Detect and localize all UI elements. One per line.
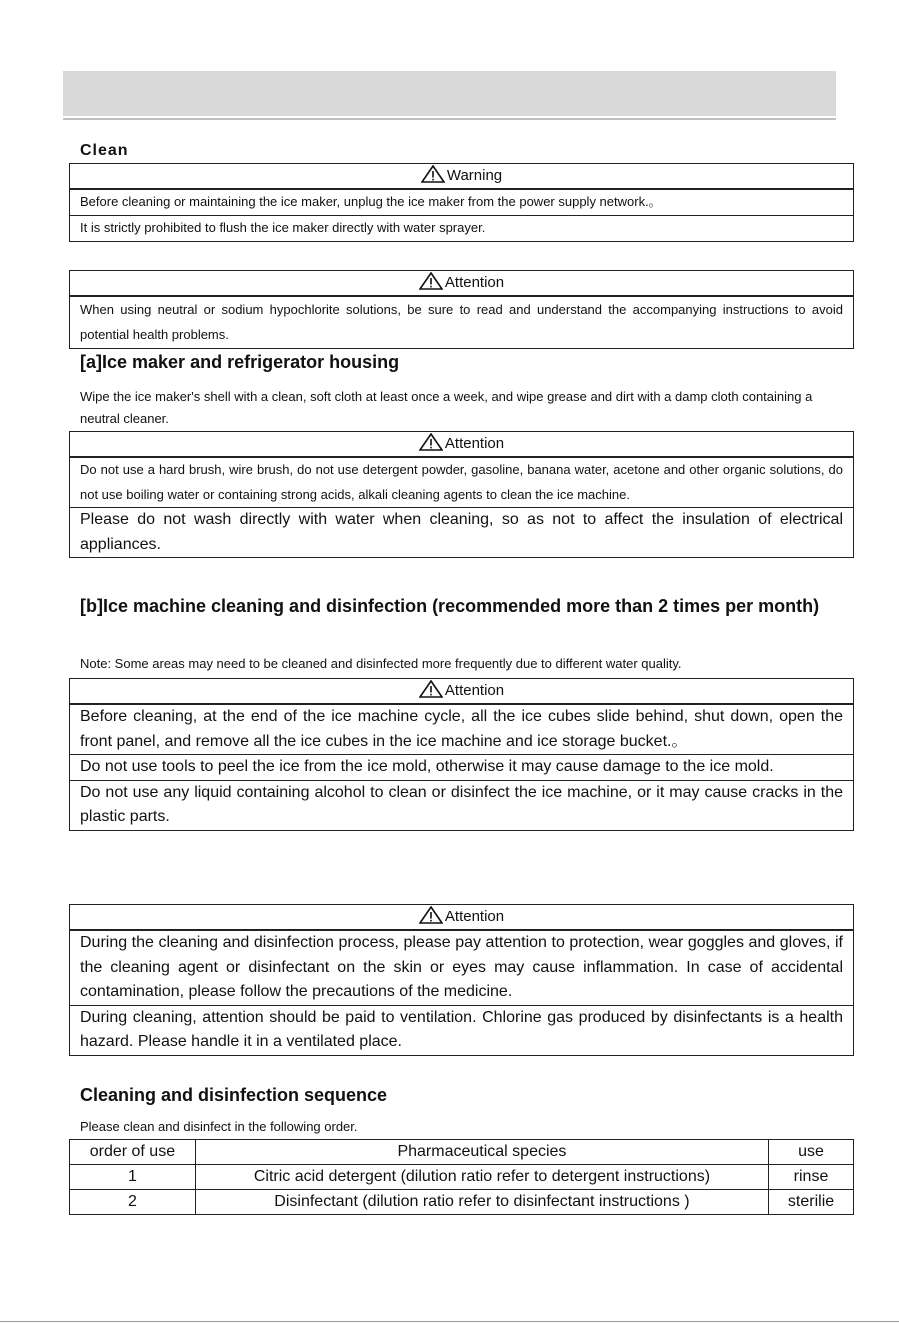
attention-box [69,678,854,831]
attention-box-title: Attention [70,271,853,296]
attention-box-title: Attention [70,679,853,704]
section-title: Clean [80,142,129,159]
warning-triangle-icon [419,680,443,698]
attention-row: During the cleaning and disinfection process, please pay attention to protection, wear goggles and gloves, if the cleaning agent or disinfectant on the skin or eyes may cause inflammation. In case of accidental contamination, please follow the precautions of the medicine. [70,930,853,1005]
table-row [70,1190,854,1215]
heading-a: [a]Ice maker and refrigerator housing [80,352,400,372]
heading-sequence: Cleaning and disinfection sequence [80,1085,388,1105]
header-divider [63,118,836,120]
warning-row: Before cleaning or maintaining the ice maker, unplug the ice maker from the power supply network.。 [70,189,853,215]
attention-box [69,431,854,558]
attention-box-title: Attention [70,432,853,457]
table-cell: 1 [70,1165,196,1190]
attention-row: When using neutral or sodium hypochlorite solutions, be sure to read and understand the accompanying instructions to avoid potential health problems. [70,296,853,348]
attention-row: During cleaning, attention should be paid to ventilation. Chlorine gas produced by disinfectants is a health hazard. Please handle it in a ventilated place. [70,1005,853,1055]
table-header-cell: use [769,1140,854,1165]
attention-row: Before cleaning, at the end of the ice machine cycle, all the ice cubes slide behind, shut down, open the front panel, and remove all the ice cubes in the ice machine and ice storage bucket.。 [70,704,853,754]
heading-b: [b]Ice machine cleaning and disinfection (recommended more than 2 times per month) [80,596,820,616]
table-header-cell: Pharmaceutical species [195,1140,768,1165]
table-cell: Citric acid detergent (dilution ratio refer to detergent instructions) [195,1165,768,1190]
attention-row: Do not use a hard brush, wire brush, do not use detergent powder, gasoline, banana water, acetone and other organic solutions, do not use boiling water or containing strong acids, alkali cleaning agents to clean the ice machine. [70,457,853,507]
table-header-cell: order of use [70,1140,196,1165]
header-bar [63,71,836,116]
table-row [70,1165,854,1190]
table-cell: rinse [769,1165,854,1190]
warning-box-title: Warning [70,164,853,189]
paragraph-a: Wipe the ice maker's shell with a clean, soft cloth at least once a week, and wipe grease and dirt with a damp cloth containing a neutral cleaner. [80,389,813,426]
paragraph-sequence: Please clean and disinfect in the following order. [80,1119,358,1134]
warning-row: It is strictly prohibited to flush the ice maker directly with water sprayer. [70,215,853,241]
attention-row: Please do not wash directly with water when cleaning, so as not to affect the insulation of electrical appliances. [70,507,853,557]
note-b: Note: Some areas may need to be cleaned and disinfected more frequently due to different water quality. [80,656,682,671]
sequence-table [69,1139,854,1215]
attention-box [69,270,854,349]
warning-triangle-icon [419,272,443,290]
warning-triangle-icon [419,906,443,924]
attention-row: Do not use tools to peel the ice from the ice mold, otherwise it may cause damage to the ice mold. [70,754,853,780]
warning-triangle-icon [419,433,443,451]
table-cell: 2 [70,1190,196,1215]
page-bottom-edge [0,1321,899,1322]
warning-triangle-icon [421,165,445,183]
table-cell: sterilie [769,1190,854,1215]
table-header-row [70,1140,854,1165]
attention-row: Do not use any liquid containing alcohol to clean or disinfect the ice machine, or it may cause cracks in the plastic parts. [70,780,853,830]
table-cell: Disinfectant (dilution ratio refer to disinfectant instructions ) [195,1190,768,1215]
attention-box [69,904,854,1056]
warning-box [69,163,854,242]
attention-box-title: Attention [70,905,853,930]
